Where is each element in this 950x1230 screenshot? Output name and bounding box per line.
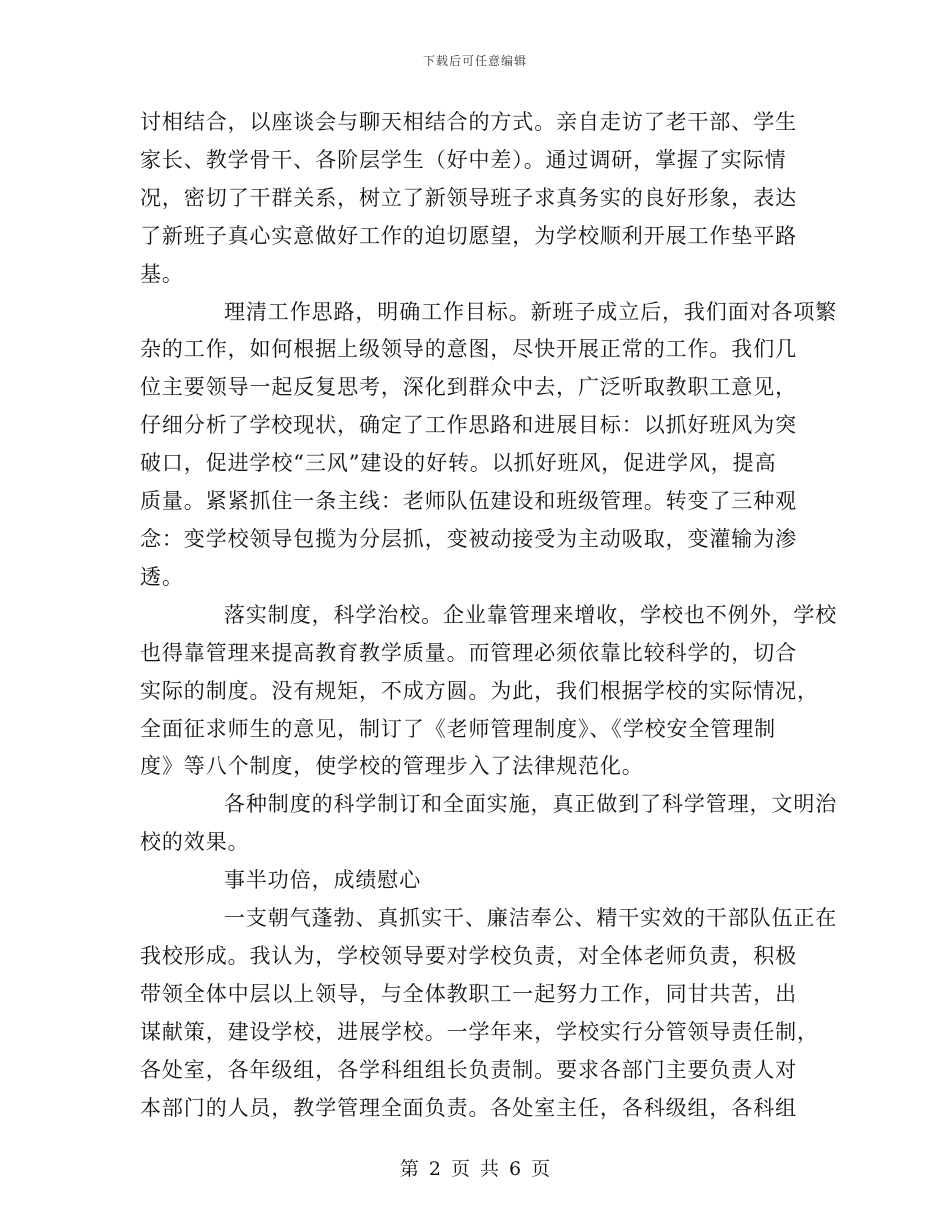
text-line: 家长、教学骨干、各阶层学生（好中差）。通过调研，掌握了实际情	[140, 147, 787, 172]
text-line: 落实制度，科学治校。企业靠管理来增收，学校也不例外，学校	[224, 602, 838, 627]
text-line: 破口，促进学校“三风”建设的好转。以抓好班风，促进学风，提高	[140, 451, 777, 476]
paragraph	[140, 900, 838, 1127]
document-body	[140, 104, 838, 1127]
text-line: 况，密切了干群关系，树立了新领导班子求真务实的良好形象，表达	[140, 185, 797, 210]
text-line: 各处室，各年级组，各学科组组长负责制。要求各部门主要负责人对	[140, 1057, 797, 1082]
text-line: 质量。紧紧抓住一条主线：老师队伍建设和班级管理。转变了三种观	[140, 489, 797, 514]
page-number: 第 2 页 共 6 页	[399, 1158, 551, 1180]
text-line: 了新班子真心实意做好工作的迫切愿望，为学校顺利开展工作垫平路	[140, 223, 797, 248]
text-line: 校的效果。	[140, 830, 250, 855]
text-line: 位主要领导一起反复思考，深化到群众中去，广泛听取教职工意见，	[140, 375, 797, 400]
text-line: 实际的制度。没有规矩，不成方圆。为此，我们根据学校的实际情况，	[140, 678, 819, 703]
text-line: 也得靠管理来提高教育教学质量。而管理必须依靠比较科学的，切合	[140, 640, 797, 665]
text-line: 透。	[140, 564, 184, 589]
text-line: 本部门的人员，教学管理全面负责。各处室主任，各科级组，各科组	[140, 1095, 797, 1120]
section-heading	[140, 862, 800, 900]
text-line: 带领全体中层以上领导，与全体教职工一起努力工作，同甘共苦，出	[140, 981, 797, 1006]
text-line: 仔细分析了学校现状，确定了工作思路和进展目标：以抓好班风为突	[140, 413, 797, 438]
text-line: 一支朝气蓬勃、真抓实干、廉洁奉公、精干实效的干部队伍正在	[224, 906, 838, 931]
text-line: 全面征求师生的意见，制订了《老师管理制度》、《学校安全管理制	[140, 716, 776, 741]
paragraph	[140, 786, 838, 862]
text-line: 我校形成。我认为，学校领导要对学校负责，对全体老师负责，积极	[140, 943, 797, 968]
paragraph	[140, 597, 838, 787]
text-line: 基。	[140, 261, 184, 286]
text-line: 各种制度的科学制订和全面实施，真正做到了科学管理，文明治	[224, 792, 838, 817]
paragraph	[140, 294, 838, 597]
text-line: 讨相结合，以座谈会与聊天相结合的方式。亲自走访了老干部、学生	[140, 110, 797, 134]
text-line: 谋献策，建设学校，进展学校。一学年来，学校实行分管领导责任制，	[140, 1019, 819, 1044]
text-line: 念：变学校领导包揽为分层抓，变被动接受为主动吸取，变灌输为渗	[140, 526, 797, 551]
page-header: 下载后可任意编辑	[422, 54, 527, 68]
paragraph	[140, 104, 800, 294]
text-line: 度》等八个制度，使学校的管理步入了法律规范化。	[140, 754, 644, 779]
text-line: 事半功倍，成绩慰心	[224, 868, 422, 893]
text-line: 杂的工作，如何根据上级领导的意图，尽快开展正常的工作。我们几	[140, 337, 797, 362]
text-line: 理清工作思路，明确工作目标。新班子成立后，我们面对各项繁	[224, 299, 838, 324]
